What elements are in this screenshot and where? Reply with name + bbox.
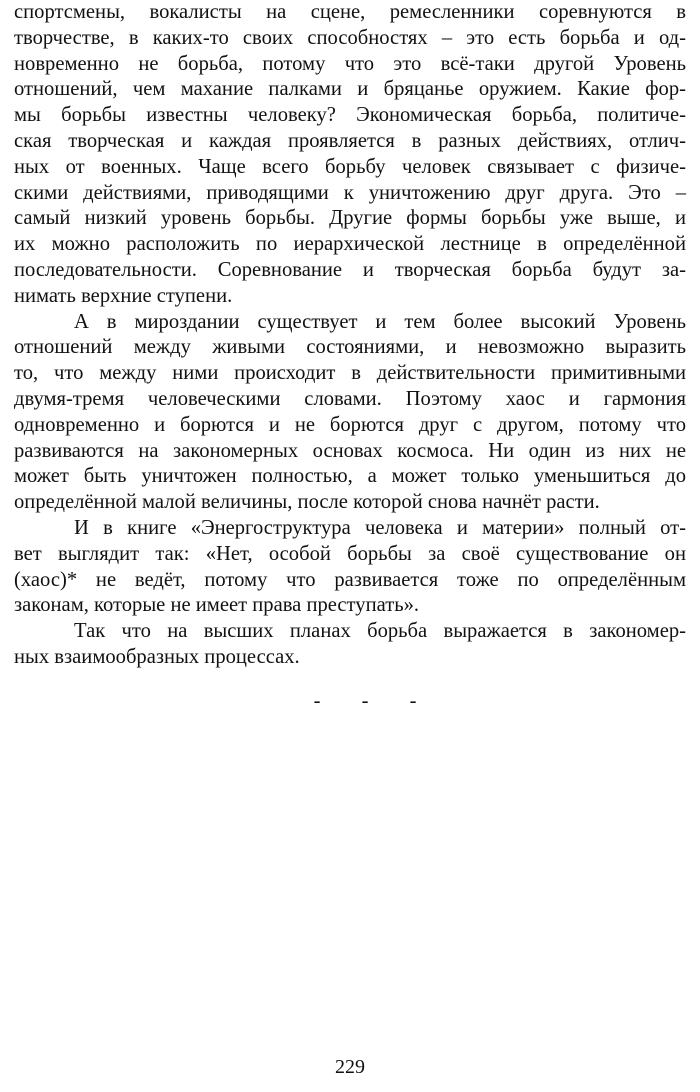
text-line: нимать верхние ступени. bbox=[14, 284, 233, 307]
text-line: скими действиями, приводящими к уничтожению друг друга. Это – bbox=[14, 181, 686, 204]
text-line: А в мироздании существует и тем более высокий Уровень bbox=[74, 310, 686, 333]
text-line: новременно не борьба, потому что это всё-таки другой Уровень bbox=[14, 52, 686, 75]
text-line: законам, которые не имеет права преступать». bbox=[14, 594, 420, 617]
text-line: их можно расположить по иерархической лестнице в определённой bbox=[14, 233, 686, 256]
text-line: одновременно и борются и не борются друг с другом, потому что bbox=[14, 413, 686, 436]
text-line: ных от военных. Чаще всего борьбу человек связывает с физиче- bbox=[14, 155, 686, 178]
text-line: развиваются на закономерных основах космоса. Ни один из них не bbox=[14, 439, 686, 462]
text-line: двумя-тремя человеческими словами. Поэтому хаос и гармония bbox=[14, 387, 686, 410]
text-line: ская творческая и каждая проявляется в разных действиях, отлич- bbox=[14, 129, 686, 152]
text-line: определённой малой величины, после которой снова начнёт расти. bbox=[14, 491, 600, 514]
page-number: 229 bbox=[335, 1056, 365, 1078]
text-line: отношений, чем махание палками и бряцанье оружием. Какие фор- bbox=[14, 78, 686, 101]
text-line: И в книге «Энергоструктура человека и материи» полный от- bbox=[74, 516, 686, 539]
text-line: (хаос)* не ведёт, потому что развивается тоже по определённым bbox=[14, 568, 686, 591]
text-line: то, что между ними происходит в действительности примитивными bbox=[14, 362, 686, 385]
text-line: самый низкий уровень борьбы. Другие формы борьбы уже выше, и bbox=[14, 207, 686, 230]
text-line: мы борьбы известны человеку? Экономическая борьба, политиче- bbox=[14, 104, 686, 127]
text-line: вет выглядит так: «Нет, особой борьбы за своё существование он bbox=[14, 542, 686, 565]
body-text bbox=[14, 0, 686, 671]
text-line: последовательности. Соревнование и творческая борьба будут за- bbox=[14, 258, 686, 281]
text-line: отношений между живыми состояниями, и невозможно выразить bbox=[14, 336, 686, 359]
text-line: спортсмены, вокалисты на сцене, ремесленники соревнуются в bbox=[14, 1, 686, 23]
text-line: может быть уничтожен полностью, а может только уменьшиться до bbox=[14, 465, 686, 488]
text-line: творчестве, в каких-то своих способностях – это есть борьба и од- bbox=[14, 26, 686, 49]
section-separator: - - - bbox=[313, 690, 435, 712]
text-line: ных взаимообразных процессах. bbox=[14, 645, 300, 668]
text-line: Так что на высших планах борьба выражается в закономер- bbox=[74, 620, 686, 643]
